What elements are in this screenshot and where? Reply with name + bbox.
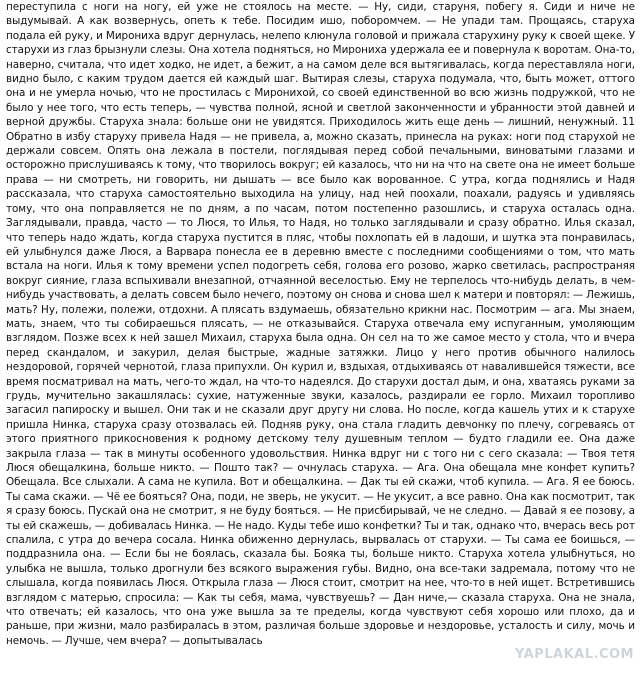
site-watermark: YAPLAKAL.COM [515,647,634,662]
story-text: переступила с ноги на ногу, ей уже не стоялось на месте. — Ну, сиди, старуня, побегу я. Сиди и ниче не выдумывай. А как возвернусь, опеть к тебе. Посидим ишо, поборомчем. — Не упади там. Прощаясь, старуха подала ей руку, и Мирониха вдруг дернулась, нелепо клюнула головой и прижала старухину руку к своей щеке. У старухи из глаз брызнули слезы. Она хотела подняться, но Мирониха удержала ее и повернула к воротам. Она-то, наверно, считала, что идет ходко, не идет, а бежит, а на самом деле вся вытягивалась, когда переставляла ноги, видно было, с каким трудом дается ей каждый шаг. Вытирая слезы, старуха подумала, что, быть может, оттого она и не умерла ночью, что не простилась с Миронихой, со своей единственной во всю жизнь подружкой, что не было у нее того, что есть теперь, — чувства полной, ясной и светлой законченности и убранности этой давней и верной дружбы. Старуха знала: больше они не увидятся. Приходилось жить еще день — лишний, ненужный. 11 Обратно в избу старуху привела Надя — не привела, а, можно сказать, принесла на руках: ноги под старухой не держали совсем. Опять она лежала в постели, поглядывая перед собой печальными, виноватыми глазами и осторожно прислушиваясь к тому, что творилось вокруг; ей казалось, что ни на что на свете она не имеет больше права — ни смотреть, ни говорить, ни дышать — все было как ворованное. С утра, когда поднялись и Надя рассказала, что старуха самостоятельно выходила на улицу, над ней поохали, поахали, радуясь и удивляясь тому, что она поправляется не по дням, а по часам, потом постепенно разошлись, и старуха осталась одна. Заглядывали, правда, часто — то Люся, то Илья, то Надя, но только заглядывали и сразу обратно. Илья сказал, что теперь надо ждать, когда старуха пустится в пляс, чтобы похлопать ей в ладоши, и шутка эта понравилась, ей улыбнулся даже Люся, а Варвара понесла ее в деревню вместе с последними сообщениями о том, что мать встала на ноги. Илья к тому времени успел подогреть себя, голова его розово, жарко светилась, распространяя вокруг сияние, глаза вспыхивали внезапной, отчаянной веселостью. Ему не терпелось что-нибудь делать, в чем-нибудь участвовать, а делать совсем было нечего, поэтому он снова и снова шел к матери и повторял: — Лежишь, мать? Ну, полежи, полежи, отдохни. А плясать вздумаешь, обязательно крикни нас. Посмотрим — ага. Мы знаем, мать, знаем, что ты собираешься плясать, — не отказывайся. Старуха отвечала ему испуганным, умоляющим взглядом. Позже всех к ней зашел Михаил, старуха была одна. Он сел на то же самое место у стола, что и вчера перед скандалом, и закурил, делая быстрые, жадные затяжки. Лицо у него против обычного налилось нездоровой, горячей чернотой, глаза припухли. Он курил и, вздыхая, отдыхиваясь от навалившейся тяжести, все время посматривал на мать, чего-то ждал, на что-то надеялся. До старухи достал дым, и она, хватаясь руками за грудь, мучительно закашлялась: сухие, натуженные звуки, казалось, раздирали ее горло. Михаил торопливо загасил папироску и вышел. Они так и не сказали друг другу ни слова. Но после, когда кашель утих и к старухе пришла Нинка, старуха сразу отозвалась ей. Подняв руку, она стала гладить девчонку по плечу, согреваясь от этого приятного прикосновения к родному детскому телу душевным теплом — будто гладили ее. Она даже закрыла глаза — так в минуты особенного удовольствия. Нинка вдруг ни с того ни с сего сказала: — Твоя тетя Люся обещалкина, больше никто. — Пошто так? — очнулась старуха. — Ага. Она обещала мне конфет купить? Обещала. Все слыхали. А сама не купила. Вот и обещалкина. — Дак ты ей скажи, чтоб купила. — Ага. Я ее боюсь. Ты сама скажи. — Чё ее бояться? Она, поди, не зверь, не укусит. — Не укусит, а все равно. Она как посмотрит, так я сразу боюсь. Пускай она не смотрит, я не буду бояться. — Не присбирывай, че не следно. — Давай я ее позову, а ты ей скажешь, — добивалась Нинка. — Не надо. Куды тебе ишо конфетки? Ты и так, однако что, вчерась весь рот спалила, с утра до вечера сосала. Нинка обиженно дернулась, вырвалась от старухи. — Ты сама ее боишься, — поддразнила она. — Если бы не боялась, сказала бы. Бояка ты, больше никто. Старуха хотела улыбнуться, но улыбка не вышла, только дрогнули без всякого выражения губы. Видно, она все-таки задремала, потому что не слышала, когда появилась Люся. Открыла глаза — Люся стоит, смотрит на нее, что-то в ней ищет. Встретившись взглядом с матерью, спросила: — Как ты себя, мама, чувствуешь? — Дан ниче,— сказала старуха. Она не знала, что отвечать; ей казалось, что она уже вышла за те пределы, когда чувствуют себя хорошо или плохо, да и раньше, при жизни, мало разбиралась в этом, различая больше здоровье и нездоровье, усталость и силу, мочь и немочь. — Лучше, чем вчера? — допытывалась [6,1,635,647]
